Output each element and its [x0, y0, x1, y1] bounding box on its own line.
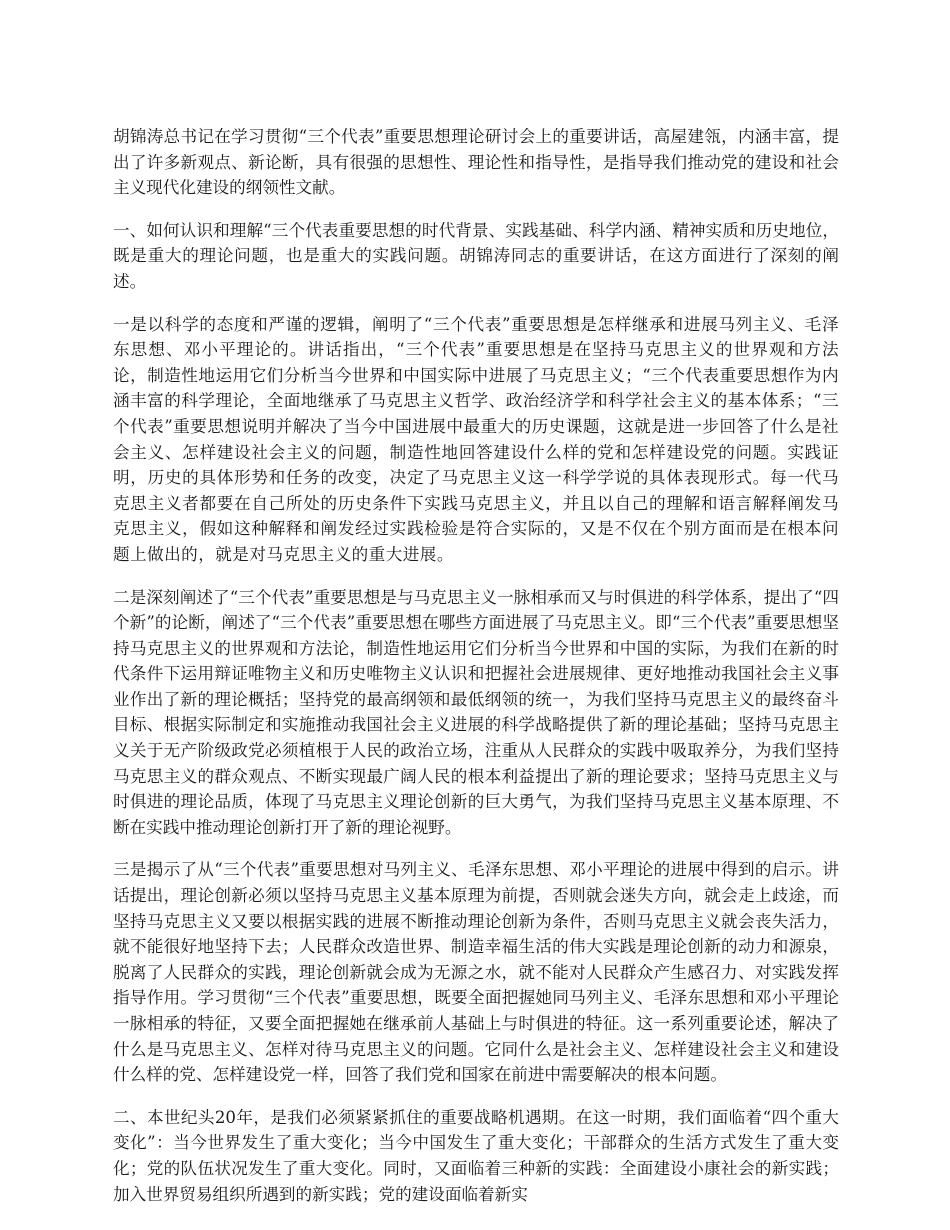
point-three-paragraph: 三是揭示了从“三个代表”重要思想对马列主义、毛泽东思想、邓小平理论的进展中得到的启示。讲话提出，理论创新必须以坚持马克思主义基本原理为前提，否则就会迷失方向，就会走上歧途，而坚持马克思主义又要以根据实践的进展不断推动理论创新为条件，否则马克思主义就会丧失活力，就不能很好地坚持下去；人民群众改造世界、制造幸福生活的伟大实践是理论创新的动力和源泉，脱离了人民群众的实践，理论创新就会成为无源之水，就不能对人民群众产生感召力、对实践发挥指导作用。学习贯彻“三个代表”重要思想，既要全面把握她同马列主义、毛泽东思想和邓小平理论一脉相承的特征，又要全面把握她在继承前人基础上与时俱进的特征。这一系列重要论述，解决了什么是马克思主义、怎样对待马克思主义的问题。它同什么是社会主义、怎样建设社会主义和建设什么样的党、怎样建设党一样，回答了我们党和国家在前进中需要解决的根本问题。: [113, 860, 839, 1085]
point-two-paragraph: 二是深刻阐述了“三个代表”重要思想是与马克思主义一脉相承而又与时俱进的科学体系，提出了“四个新”的论断，阐述了“三个代表”重要思想在哪些方面进展了马克思主义。即“三个代表”重要思想坚持马克思主义的世界观和方法论，制造性地运用它们分析当今世界和中国的实际，为我们在新的时代条件下运用辩证唯物主义和历史唯物主义认识和把握社会进展规律、更好地推动我国社会主义事业作出了新的理论概括；坚持党的最高纲领和最低纲领的统一，为我们坚持马克思主义的最终奋斗目标、根据实际制定和实施推动我国社会主义进展的科学战略提供了新的理论基础；坚持马克思主义关于无产阶级政党必须植根于人民的政治立场，注重从人民群众的实践中吸取养分，为我们坚持马克思主义的群众观点、不断实现最广阔人民的根本利益提出了新的理论要求；坚持马克思主义与时俱进的理论品质，体现了马克思主义理论创新的巨大勇气，为我们坚持马克思主义基本原理、不断在实践中推动理论创新打开了新的理论视野。: [113, 587, 839, 837]
intro-paragraph: 胡锦涛总书记在学习贯彻“三个代表”重要思想理论研讨会上的重要讲话，高屋建瓴，内涵丰富，提出了许多新观点、新论断，具有很强的思想性、理论性和指导性，是指导我们推动党的建设和社会主义现代化建设的纲领性文献。: [113, 127, 839, 198]
section-one-paragraph: 一、如何认识和理解“三个代表重要思想的时代背景、实践基础、科学内涵、精神实质和历史地位，既是重大的理论问题，也是重大的实践问题。胡锦涛同志的重要讲话，在这方面进行了深刻的阐述。: [113, 220, 839, 291]
section-two-paragraph: 二、本世纪头20年，是我们必须紧紧抓住的重要战略机遇期。在这一时期，我们面临着“四个重大变化”：当今世界发生了重大变化；当今中国发生了重大变化；干部群众的生活方式发生了重大变化；党的队伍状况发生了重大变化。同时，又面临着三种新的实践：全面建设小康社会的新实践；加入世界贸易组织所遇到的新实践；党的建设面临着新实: [113, 1107, 839, 1204]
point-one-paragraph: 一是以科学的态度和严谨的逻辑，阐明了“三个代表”重要思想是怎样继承和进展马列主义、毛泽东思想、邓小平理论的。讲话指出，“三个代表”重要思想是在坚持马克思主义的世界观和方法论，制造性地运用它们分析当今世界和中国实际中进展了马克思主义；“三个代表重要思想作为内涵丰富的科学理论，全面地继承了马克思主义哲学、政治经济学和科学社会主义的基本体系；“三个代表”重要思想说明并解决了当今中国进展中最重大的历史课题，这就是进一步回答了什么是社会主义、怎样建设社会主义的问题，制造性地回答建设什么样的党和怎样建设党的问题。实践证明，历史的具体形势和任务的改变，决定了马克思主义这一科学学说的具体表现形式。每一代马克思主义者都要在自己所处的历史条件下实践马克思主义，并且以自己的理解和语言解释阐发马克思主义，假如这种解释和阐发经过实践检验是符合实际的，又是不仅在个别方面而是在根本问题上做出的，就是对马克思主义的重大进展。: [113, 314, 839, 564]
